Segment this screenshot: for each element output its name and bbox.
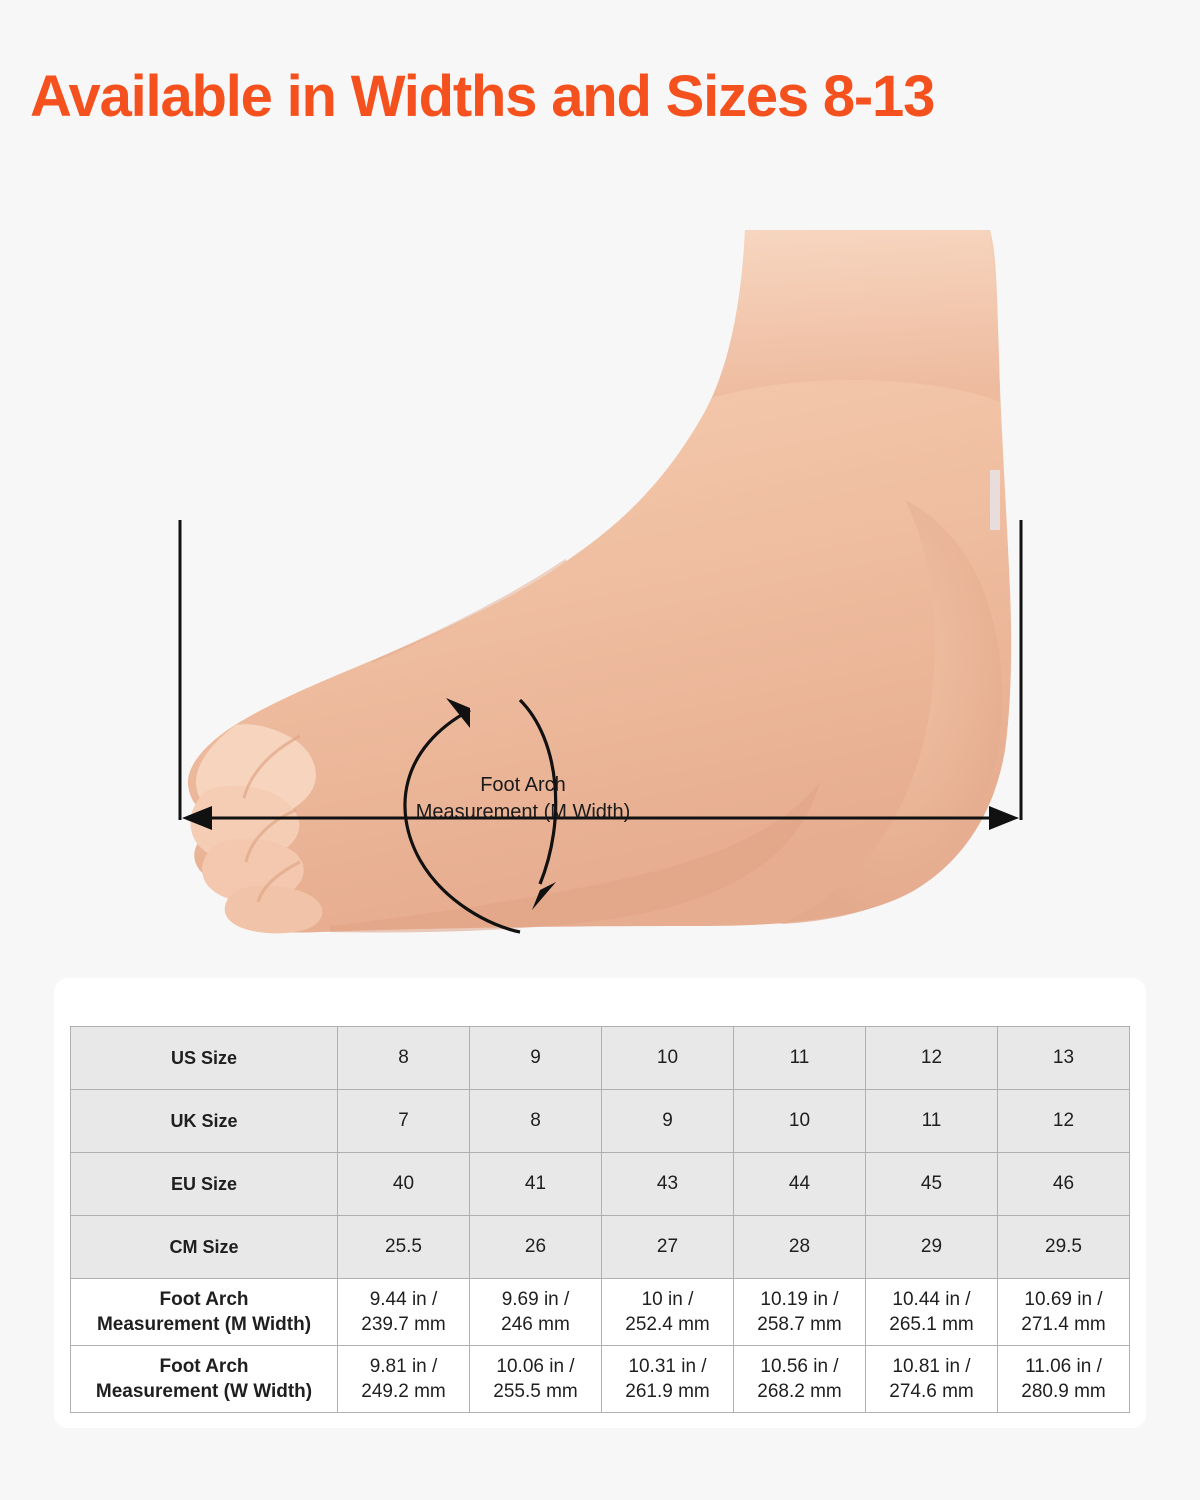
table-cell: 10 <box>734 1090 866 1153</box>
cell-line1: 11.06 in / <box>1025 1356 1102 1377</box>
cell-line2: 265.1 mm <box>889 1314 974 1335</box>
cell-line1: 10.44 in / <box>892 1289 971 1310</box>
table-cell: 13 <box>998 1027 1130 1090</box>
cell-line2: 252.4 mm <box>625 1314 710 1335</box>
table-cell: 9 <box>602 1090 734 1153</box>
arch-label-line1: Foot Arch <box>480 774 566 796</box>
table-row-arch-w-width <box>71 1346 1130 1413</box>
cell-line2: 246 mm <box>501 1314 570 1335</box>
row-label-line2: Measurement (M Width) <box>96 1314 312 1335</box>
table-cell: 8 <box>338 1027 470 1090</box>
table-cell <box>734 1279 866 1346</box>
table-cell: 28 <box>734 1216 866 1279</box>
cell-line1: 10 in / <box>641 1289 694 1310</box>
table-cell <box>998 1346 1130 1413</box>
cell-line2: 255.5 mm <box>493 1381 578 1402</box>
row-label-us-size: US Size <box>71 1027 338 1090</box>
table-row-us-size <box>71 1027 1130 1090</box>
table-cell: 27 <box>602 1216 734 1279</box>
table-cell: 11 <box>734 1027 866 1090</box>
table-cell <box>470 1279 602 1346</box>
cell-line1: 9.81 in / <box>369 1356 438 1377</box>
cell-line1: 10.06 in / <box>496 1356 575 1377</box>
table-cell: 12 <box>998 1090 1130 1153</box>
cell-line2: 280.9 mm <box>1021 1381 1106 1402</box>
cell-line1: 10.31 in / <box>628 1356 707 1377</box>
table-cell <box>866 1346 998 1413</box>
row-label-cm-size: CM Size <box>71 1216 338 1279</box>
table-cell: 9 <box>470 1027 602 1090</box>
table-row-eu-size <box>71 1153 1130 1216</box>
row-label-arch-m-width <box>71 1279 338 1346</box>
row-label-line1: Foot Arch <box>159 1289 249 1310</box>
cell-line2: 239.7 mm <box>361 1314 446 1335</box>
table-row-cm-size <box>71 1216 1130 1279</box>
cell-line1: 9.44 in / <box>369 1289 438 1310</box>
table-cell: 43 <box>602 1153 734 1216</box>
table-cell: 11 <box>866 1090 998 1153</box>
table-row-uk-size <box>71 1090 1130 1153</box>
table-cell: 25.5 <box>338 1216 470 1279</box>
row-label-line2: Measurement (W Width) <box>95 1381 313 1402</box>
table-cell: 26 <box>470 1216 602 1279</box>
table-cell: 10 <box>602 1027 734 1090</box>
table-cell <box>602 1346 734 1413</box>
cell-line2: 249.2 mm <box>361 1381 446 1402</box>
row-label-arch-w-width <box>71 1346 338 1413</box>
cell-line2: 271.4 mm <box>1021 1314 1106 1335</box>
table-cell: 46 <box>998 1153 1130 1216</box>
cell-line2: 274.6 mm <box>889 1381 974 1402</box>
cell-line2: 258.7 mm <box>757 1314 842 1335</box>
table-cell: 40 <box>338 1153 470 1216</box>
table-cell <box>470 1346 602 1413</box>
row-label-eu-size: EU Size <box>71 1153 338 1216</box>
length-arrow-head-right <box>989 806 1019 830</box>
table-cell <box>338 1279 470 1346</box>
table-row-arch-m-width <box>71 1279 1130 1346</box>
size-chart-card <box>54 978 1146 1428</box>
table-cell <box>866 1279 998 1346</box>
table-cell: 8 <box>470 1090 602 1153</box>
foot-shape <box>188 230 1011 933</box>
size-chart-table <box>70 1026 1130 1413</box>
table-cell: 44 <box>734 1153 866 1216</box>
table-cell <box>602 1279 734 1346</box>
arch-label-line2: Measurement (M Width) <box>415 801 631 823</box>
table-cell: 41 <box>470 1153 602 1216</box>
cell-line1: 9.69 in / <box>501 1289 570 1310</box>
table-cell: 45 <box>866 1153 998 1216</box>
page-title: Available in Widths and Sizes 8-13 <box>30 64 935 129</box>
arch-measurement-label <box>388 772 658 826</box>
table-cell: 7 <box>338 1090 470 1153</box>
table-cell <box>734 1346 866 1413</box>
table-cell <box>338 1346 470 1413</box>
row-label-uk-size: UK Size <box>71 1090 338 1153</box>
cell-line2: 261.9 mm <box>625 1381 710 1402</box>
table-cell: 12 <box>866 1027 998 1090</box>
table-cell: 29 <box>866 1216 998 1279</box>
table-cell <box>998 1279 1130 1346</box>
row-label-line1: Foot Arch <box>159 1356 249 1377</box>
cell-line1: 10.56 in / <box>760 1356 839 1377</box>
cell-line2: 268.2 mm <box>757 1381 842 1402</box>
cell-line1: 10.69 in / <box>1024 1289 1103 1310</box>
cell-line1: 10.19 in / <box>760 1289 839 1310</box>
foot-diagram-svg <box>0 170 1200 960</box>
cell-line1: 10.81 in / <box>892 1356 971 1377</box>
foot-measurement-illustration <box>0 170 1200 960</box>
table-cell: 29.5 <box>998 1216 1130 1279</box>
